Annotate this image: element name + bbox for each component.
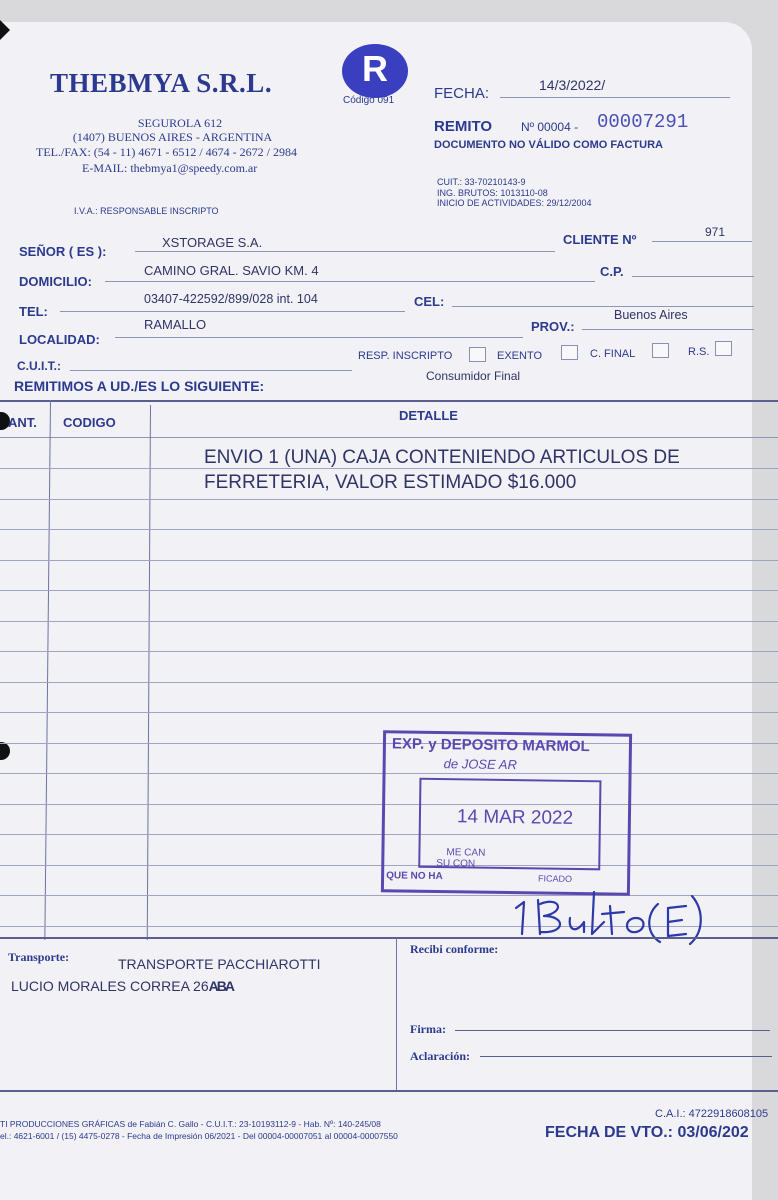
table-row-line (0, 682, 778, 683)
rs-label: R.S. (688, 346, 710, 358)
col-detalle-header: DETALLE (399, 408, 458, 423)
table-row-line (0, 499, 778, 500)
localidad-label: LOCALIDAD: (19, 332, 100, 347)
company-email: E-MAIL: thebmya1@speedy.com.ar (82, 161, 258, 175)
handwritten-bulto-note (500, 878, 720, 953)
domicilio-line (105, 281, 595, 282)
doc-letter: R (362, 48, 388, 89)
c-final-checkbox[interactable] (652, 343, 669, 358)
transporte-address-main: LUCIO MORALES CORREA 26 (11, 978, 209, 994)
inicio-actividades: INICIO DE ACTIVIDADES: 29/12/2004 (437, 198, 592, 208)
table-top-border (0, 400, 778, 402)
company-name: THEBMYA S.R.L. (50, 68, 273, 98)
company-cuit: CUIT.: 33-70210143-9 (437, 177, 526, 187)
cp-line (632, 276, 754, 277)
cel-label: CEL: (414, 294, 445, 309)
remito-prefix: Nº 00004 - (521, 120, 579, 134)
printer-line-1: TI PRODUCCIONES GRÁFICAS de Fabián C. Gallo - C.U.I.T.: 23-10193112-9 - Hab. Nº: 140-245/08 (0, 1119, 381, 1129)
col-cant-header: ANT. (8, 415, 37, 430)
printer-line-2: el.: 4621-6001 / (15) 4475-0278 - Fecha de Impresión 06/2021 - Del 00004-00007051 al 00004-00007550 (0, 1131, 398, 1141)
aclaracion-label: Aclaración: (410, 1049, 470, 1063)
table-header-border (0, 437, 778, 438)
table-row-line (0, 590, 778, 591)
remito-number: 00007291 (597, 111, 689, 133)
resp-inscripto-label: RESP. INSCRIPTO (358, 350, 453, 362)
stamp-date: 14 MAR 2022 (456, 806, 574, 829)
senor-label: SEÑOR ( ES ): (19, 244, 107, 259)
prov-label: PROV.: (531, 319, 575, 334)
company-phones: TEL./FAX: (54 - 11) 4671 - 6512 / 4674 - 2672 / 2984 (36, 145, 297, 159)
stamp-line-4: SU CON (436, 858, 476, 870)
detail-line-2: FERRETERIA, VALOR ESTIMADO $16.000 (204, 472, 577, 493)
localidad-line (115, 337, 523, 338)
firma-line[interactable] (455, 1030, 770, 1031)
senor-line (135, 251, 555, 252)
table-row-line (0, 529, 778, 530)
fecha-label: FECHA: (434, 85, 490, 102)
senor-value: XSTORAGE S.A. (162, 235, 263, 250)
localidad-value: RAMALLO (144, 317, 207, 332)
fecha-line (500, 97, 730, 98)
remito-label: REMITO (434, 118, 493, 135)
doc-letter-badge (342, 44, 408, 98)
transporte-label: Transporte: (8, 950, 70, 964)
exento-label: EXENTO (497, 350, 543, 362)
stamp-line-2: de JOSE AR (443, 756, 517, 773)
table-bottom-border (0, 937, 778, 939)
resp-inscripto-checkbox[interactable] (469, 347, 486, 362)
stamp-line-6: FICADO (538, 873, 573, 884)
iva-condition: I.V.A.: RESPONSABLE INSCRIPTO (74, 206, 219, 216)
c-final-label: C. FINAL (590, 348, 636, 360)
prov-value: Buenos Aires (614, 308, 688, 322)
company-city: (1407) BUENOS AIRES - ARGENTINA (72, 130, 273, 144)
cel-line (452, 306, 754, 307)
cliente-line (652, 241, 752, 242)
remito-sheet (0, 22, 752, 1200)
stamp-line-3: ME CAN (446, 847, 486, 859)
tel-line (60, 311, 405, 312)
company-address: SEGUROLA 612 (137, 116, 223, 130)
fecha-vencimiento: FECHA DE VTO.: 03/06/202 (545, 1124, 749, 1141)
cp-label: C.P. (600, 264, 624, 279)
no-valido: DOCUMENTO NO VÁLIDO COMO FACTURA (434, 139, 663, 151)
corner-mark (0, 20, 10, 40)
cuit-label: C.U.I.T.: (17, 359, 61, 373)
tel-value: 03407-422592/899/028 int. 104 (144, 292, 318, 306)
prov-line (582, 329, 754, 330)
rs-checkbox[interactable] (715, 341, 732, 356)
cliente-label: CLIENTE Nº (563, 232, 637, 247)
table-row-line (0, 560, 778, 561)
cai-number: C.A.I.: 4722918608105 (655, 1108, 769, 1120)
tel-label: TEL: (19, 304, 48, 319)
table-row-line (0, 712, 778, 713)
table-row-line (0, 621, 778, 622)
recibi-conforme-label: Recibi conforme: (410, 942, 499, 956)
fecha-value: 14/3/2022/ (539, 77, 606, 93)
aclaracion-line[interactable] (480, 1056, 772, 1057)
domicilio-label: DOMICILIO: (19, 274, 92, 289)
bottom-divider (396, 938, 397, 1091)
consumidor-final-note: Consumidor Final (426, 369, 521, 383)
stamp-line-1: EXP. y DEPOSITO MARMOL (391, 735, 590, 756)
col-codigo-header: CODIGO (63, 415, 116, 430)
exento-checkbox[interactable] (561, 345, 578, 360)
transporte-address (11, 978, 233, 994)
stamp-line-5: QUE NO HA (386, 870, 443, 883)
transporte-name: TRANSPORTE PACCHIAROTTI (118, 956, 321, 972)
reception-stamp (381, 730, 632, 895)
remitimos-heading: REMITIMOS A UD./ES LO SIGUIENTE: (14, 378, 265, 394)
cuit-line (70, 370, 352, 371)
table-row-line (0, 651, 778, 652)
detail-line-1: ENVIO 1 (UNA) CAJA CONTENIENDO ARTICULOS DE (204, 447, 680, 468)
domicilio-value: CAMINO GRAL. SAVIO KM. 4 (144, 263, 319, 278)
doc-code: Código 091 (343, 95, 395, 106)
transporte-address-suffix: ABA (208, 978, 233, 994)
cliente-value: 971 (705, 225, 726, 239)
ing-brutos: ING. BRUTOS: 1013110-08 (437, 188, 548, 198)
bottom-box-border (0, 1090, 778, 1092)
firma-label: Firma: (410, 1022, 446, 1036)
